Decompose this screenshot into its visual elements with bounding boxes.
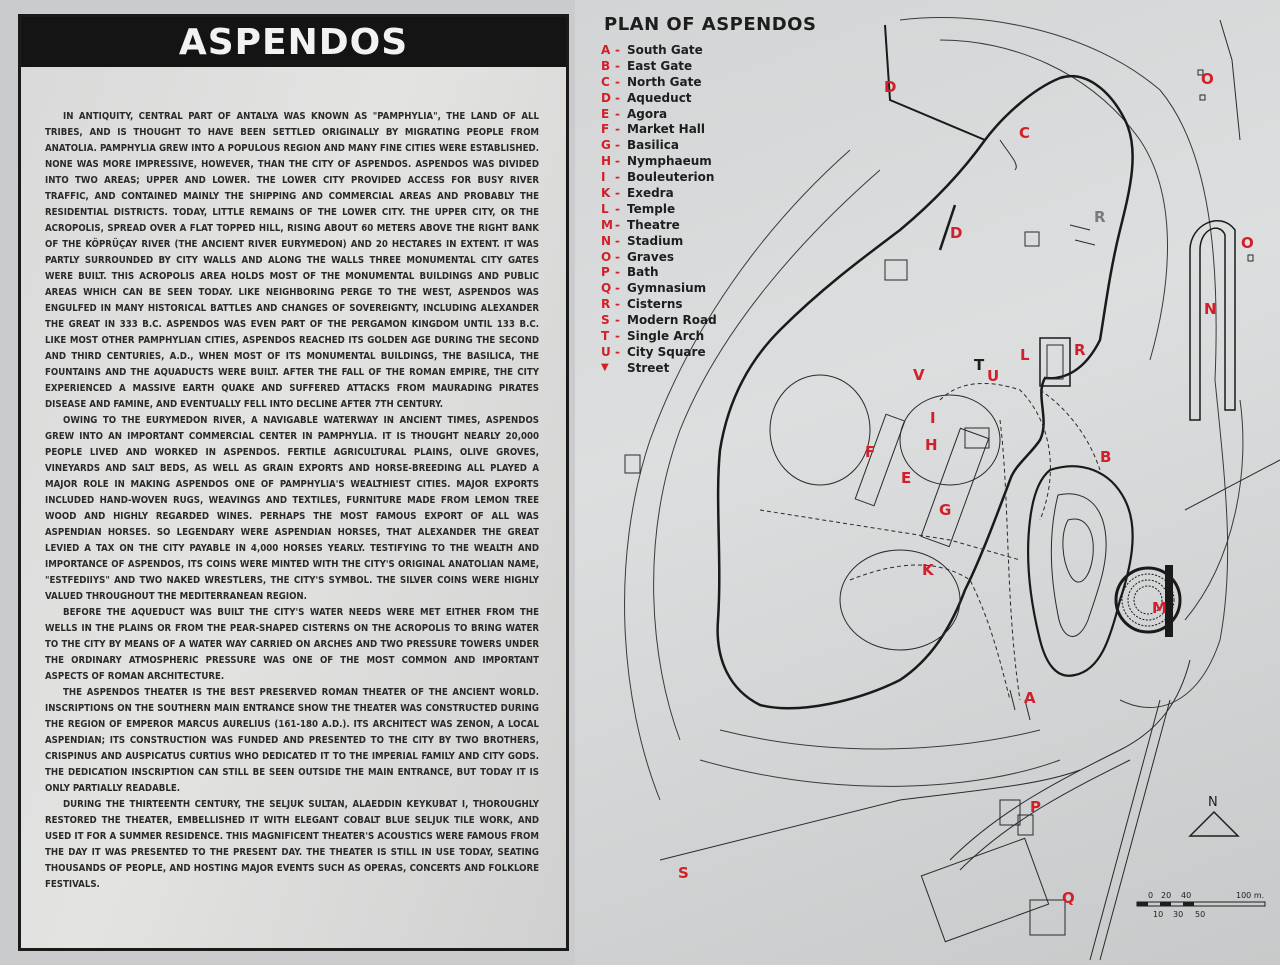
legend-label: Agora bbox=[627, 106, 668, 121]
legend-label: Gymnasium bbox=[627, 281, 707, 296]
legend-dash: - bbox=[615, 185, 620, 200]
label-u: U bbox=[987, 367, 1000, 385]
scale-0: 0 bbox=[1148, 891, 1154, 900]
cistern-marks bbox=[1070, 225, 1095, 245]
label-g: G bbox=[939, 501, 952, 519]
legend-dash: - bbox=[615, 106, 620, 121]
aqueduct-line bbox=[885, 25, 985, 140]
label-p: P bbox=[1030, 798, 1041, 816]
legend-item bbox=[601, 42, 717, 58]
road-south bbox=[1100, 700, 1170, 960]
legend-dash: - bbox=[615, 217, 620, 232]
paragraph-2: OWING TO THE EURYMEDON RIVER, A NAVIGABLE WATERWAY IN ANCIENT TIMES, ASPENDOS GREW INTO AN IMPORTANT COMMERCIAL CENTER IN PAMPHYLIA. IT IS THOUGHT NEARLY 20,000 PEOPLE LIVED AND WORKED IN ASPENDOS. FERTILE AGRICULTURAL PLAINS, OLIVE GROVES, VINEYARDS AND SALT BEDS, AS WELL AS GRAIN EXPORTS AND HORSE-BREEDING ALL PLAYED A MAJOR ROLE IN MAKING ASPENDOS ONE OF PAMPHYLIA'S WEALTHIEST CITIES. MAJOR EXPORTS INCLUDED HAND-WOVEN RUGS, WEAVINGS AND TEXTILES, FURNITURE MADE FROM LEMON TREE WOOD AND HIGHLY REGARDED WINES. PERHAPS THE MOST FAMOUS EXPORT OF ALL WAS ASPENDIAN HORSES. SO LEGENDARY WERE ASPENDIAN HORSES, THAT ALEXANDER THE GREAT LEVIED A TAX ON THE CITY PAYABLE IN 4,000 HORSES YEARLY. TESTIFYING TO THE WEALTH AND IMPORTANCE OF ASPENDOS, ITS COINS WERE MINTED WITH THE CITY'S ORIGINAL ANATOLIAN NAME, "ESTFEDIIYS" AND TWO NAKED WRESTLERS, THE CITY'S SYMBOL. THE SILVER COINS WERE HIGHLY VALUED THROUGHOUT THE MEDITERRANEAN REGION. bbox=[45, 415, 539, 602]
legend-dash: - bbox=[615, 281, 620, 296]
legend-item bbox=[601, 217, 717, 233]
legend-item bbox=[601, 360, 717, 376]
legend-dash: - bbox=[615, 328, 620, 343]
legend-key: ▼ bbox=[601, 362, 609, 374]
legend-item bbox=[601, 264, 717, 280]
north-label: N bbox=[1208, 795, 1218, 810]
label-k: K bbox=[922, 561, 934, 579]
legend-dash: - bbox=[615, 138, 620, 153]
street-5 bbox=[1040, 390, 1100, 470]
legend-label: Aqueduct bbox=[627, 90, 692, 105]
label-e: E bbox=[901, 469, 912, 487]
legend-key: O bbox=[601, 249, 612, 264]
scale-100: 100 m. bbox=[1236, 891, 1265, 900]
street-3 bbox=[1000, 420, 1020, 700]
legend-key: L bbox=[601, 201, 609, 216]
label-s: S bbox=[678, 864, 689, 882]
map-legend bbox=[601, 42, 717, 376]
scale-40: 40 bbox=[1181, 891, 1192, 900]
map-title: PLAN OF ASPENDOS bbox=[604, 14, 817, 35]
theatre-hill-core bbox=[1063, 519, 1093, 582]
scale-30: 30 bbox=[1173, 910, 1184, 919]
legend-label: Bath bbox=[627, 265, 659, 280]
panel-title: ASPENDOS bbox=[178, 21, 409, 63]
legend-label: Modern Road bbox=[627, 313, 717, 328]
legend-dash: - bbox=[615, 233, 620, 248]
label-d-2: D bbox=[950, 224, 963, 242]
legend-key: H bbox=[601, 154, 612, 169]
legend-label: Exedra bbox=[627, 185, 674, 200]
contour-2 bbox=[940, 40, 1168, 360]
legend-label: Graves bbox=[627, 249, 674, 264]
legend-key: E bbox=[601, 106, 610, 121]
legend-dash: - bbox=[615, 201, 620, 216]
legend-key: Q bbox=[601, 281, 612, 296]
paragraph-4: THE ASPENDOS THEATER IS THE BEST PRESERVED ROMAN THEATER OF THE ANCIENT WORLD. INSCRIPTIONS ON THE SOUTHERN MAIN ENTRANCE SHOW THE THEATER WAS CONSTRUCTED DURING THE REGION OF EMPEROR MARCUS AURELIUS (161-180 A.D.). ITS ARCHITECT WAS ZENON, A LOCAL ASPENDIAN; ITS CONSTRUCTION WAS FUNDED AND PRESENTED TO THE CITY BY TWO BROTHERS, CRISPINUS AND AUSPICATUS CURTIUS WHO DEDICATED IT TO THE IMPERIAL FAMILY AND CITY GODS. THE DEDICATION INSCRIPTION CAN STILL BE SEEN OUTSIDE THE MAIN ENTRANCE, BUT TODAY IT IS ONLY PARTIALLY READABLE. bbox=[45, 687, 539, 794]
legend-dash: - bbox=[615, 344, 620, 359]
legend-dash: - bbox=[615, 313, 620, 328]
legend-dash: - bbox=[615, 154, 620, 169]
street-4 bbox=[850, 565, 1010, 700]
legend-item bbox=[601, 296, 717, 312]
legend-label: Cisterns bbox=[627, 297, 683, 312]
agora-hall bbox=[855, 414, 905, 505]
legend-label: East Gate bbox=[627, 58, 693, 73]
legend-label: Single Arch bbox=[627, 328, 705, 343]
legend-item bbox=[601, 137, 717, 153]
temple-inner bbox=[1047, 345, 1063, 379]
legend-item bbox=[601, 233, 717, 249]
legend-item bbox=[601, 328, 717, 344]
gymnasium-building bbox=[1030, 900, 1065, 935]
legend-item bbox=[601, 249, 717, 265]
scale-50: 50 bbox=[1195, 910, 1206, 919]
cistern-oval-west bbox=[770, 375, 870, 485]
legend-label: North Gate bbox=[627, 74, 702, 89]
legend-key: B bbox=[601, 58, 611, 73]
legend-item bbox=[601, 169, 717, 185]
label-f: F bbox=[865, 443, 876, 461]
label-r: R bbox=[1074, 341, 1086, 359]
bath-building bbox=[1000, 800, 1020, 825]
legend-key: N bbox=[601, 233, 612, 248]
road-south-2 bbox=[1090, 700, 1160, 960]
small-ruin-3 bbox=[625, 455, 640, 473]
legend-key: R bbox=[601, 297, 611, 312]
road-west bbox=[660, 770, 1080, 860]
legend-item bbox=[601, 280, 717, 296]
small-ruin-2 bbox=[1025, 232, 1039, 246]
legend-item bbox=[601, 106, 717, 122]
legend-dash: - bbox=[615, 265, 620, 280]
legend-label: Basilica bbox=[627, 138, 679, 153]
legend-item bbox=[601, 201, 717, 217]
north-gate-lines bbox=[1000, 140, 1016, 170]
road-edge-east bbox=[1185, 460, 1280, 510]
contour-6 bbox=[700, 760, 1060, 786]
cistern-oval-central bbox=[900, 395, 1000, 485]
legend-label: Theatre bbox=[627, 217, 680, 232]
legend-dash: - bbox=[615, 58, 620, 73]
theatre-hill-inner bbox=[1051, 494, 1106, 637]
label-n: N bbox=[1204, 300, 1217, 318]
legend-dash: - bbox=[615, 74, 620, 89]
label-l: L bbox=[1020, 346, 1030, 364]
legend-item bbox=[601, 344, 717, 360]
contour-7 bbox=[1185, 400, 1243, 620]
theatre-plan bbox=[1116, 565, 1180, 637]
legend-label: Bouleuterion bbox=[627, 170, 715, 185]
label-v: V bbox=[913, 366, 925, 384]
scale-bar bbox=[1137, 891, 1265, 919]
contour-5 bbox=[720, 730, 1040, 749]
legend-item bbox=[601, 58, 717, 74]
label-t: T bbox=[974, 356, 985, 374]
legend-label: City Square bbox=[627, 344, 706, 359]
legend-label: South Gate bbox=[627, 42, 703, 57]
legend-key: C bbox=[601, 74, 610, 89]
label-r-2: R bbox=[1094, 208, 1106, 226]
legend-label: Stadium bbox=[627, 233, 684, 248]
legend-label: Street bbox=[627, 360, 670, 375]
legend-key: T bbox=[601, 328, 610, 343]
legend-label: Temple bbox=[627, 201, 676, 216]
theatre-hill-outline bbox=[1028, 466, 1133, 676]
legend-dash: - bbox=[615, 297, 620, 312]
scale-20: 20 bbox=[1161, 891, 1172, 900]
paragraph-5: DURING THE THIRTEENTH CENTURY, THE SELJUK SULTAN, ALAEDDIN KEYKUBAT I, THOROUGHLY RESTORED THE THEATER, EMBELLISHED IT WITH ELEGANT COBALT BLUE SELJUK TILE WORK, AND USED IT FOR A SUMMER RESIDENCE. THIS MAGNIFICENT THEATER'S ACOUSTICS WERE FAMOUS FROM THE DAY IT WAS PRESENTED TO THE PRESENT DAY. THE THEATER IS STILL IN USE TODAY, SEATING THOUSANDS OF PEOPLE, AND HOSTING MAJOR EVENTS SUCH AS OPERAS, CONCERTS AND FOLKLORE FESTIVALS. bbox=[45, 799, 539, 890]
label-i: I bbox=[930, 409, 936, 427]
legend-key: A bbox=[601, 42, 611, 57]
label-o-2: O bbox=[1241, 234, 1254, 252]
acropolis-outline bbox=[718, 76, 1133, 708]
legend-label: Nymphaeum bbox=[627, 154, 712, 169]
legend-dash: - bbox=[615, 170, 620, 185]
legend-item bbox=[601, 74, 717, 90]
paragraph-3: BEFORE THE AQUEDUCT WAS BUILT THE CITY'S WATER NEEDS WERE MET EITHER FROM THE WELLS IN THE PLAINS OR FROM THE PEAR-SHAPED CISTERNS ON THE ACROPOLIS TO BRING WATER TO THE CITY BY MEANS OF A WATER WAY CARRIED ON ARCHES AND TWO PRESSURE TOWERS UNDER THE ORDINARY ATMOSPHERIC PRESSURE WAS ONE OF THE MOST COMMON AND IMPORTANT ASPECTS OF ROMAN ARCHITECTURE. bbox=[45, 607, 539, 682]
label-a: A bbox=[1024, 689, 1036, 707]
legend-label: Market Hall bbox=[627, 122, 706, 137]
label-h: H bbox=[925, 436, 938, 454]
legend-item bbox=[601, 312, 717, 328]
legend-key: I bbox=[601, 170, 606, 185]
legend-key: K bbox=[601, 185, 611, 200]
legend-dash: - bbox=[615, 249, 620, 264]
label-o-1: O bbox=[1201, 70, 1214, 88]
small-ruin bbox=[885, 260, 907, 280]
legend-item bbox=[601, 90, 717, 106]
legend-dash: - bbox=[615, 122, 620, 137]
paragraph-1: IN ANTIQUITY, CENTRAL PART OF ANTALYA WAS KNOWN AS "PAMPHYLIA", THE LAND OF ALL TRIBES, AND IS THOUGHT TO HAVE BEEN SETTLED ORIGINALLY BY MIGRATING PEOPLE FROM ANATOLIA. PAMPHYLIA GREW INTO A POPULOUS REGION AND MANY FINE CITIES WERE ESTABLISHED. NONE WAS MORE IMPRESSIVE, HOWEVER, THAN THE CITY OF ASPENDOS. ASPENDOS WAS DIVIDED INTO TWO AREAS; UPPER AND LOWER. THE LOWER CITY PROVIDED ACCESS FOR BUSY RIVER TRAFFIC, AND CONTAINED MAINLY THE SHIPPING AND COMMERCIAL AREAS AND PROBABLY THE RESIDENTIAL DISTRICTS. TODAY, LITTLE REMAINS OF THE LOWER CITY. THE UPPER CITY, OR THE ACROPOLIS, SPREAD OVER A FLAT TOPPED HILL, RISING ABOUT 60 METERS ABOVE THE RIGHT BANK OF THE KÖPRÜÇAY RIVER (THE ANCIENT RIVER EURYMEDON) AND 20 HECTARES IN EXTENT. IT WAS PARTLY SURROUNDED BY CITY WALLS AND ALONG THE WALLS THREE MONUMENTAL CITY GATES WERE BUILT. THIS ACROPOLIS AREA HOLDS MOST OF THE MONUMENTAL BUILDINGS AND PUBLIC AREAS WHICH CAN BE SEEN TODAY. LIKE NEIGHBORING PERGE TO THE WEST, ASPENDOS WAS ENGULFED IN MANY HISTORICAL BATTLES AND CHANGES OF SOVEREIGNTY, INCLUDING ALEXANDER THE GREAT IN 333 B.C. ASPENDOS WAS EVEN PART OF THE PERGAMON KINGDOM UNTIL 133 B.C. LIKE MOST OTHER PAMPHYLIAN CITIES, ASPENDOS REACHED ITS GOLDEN AGE DURING THE SECOND AND THIRD CENTURIES, A.D., WHEN MOST OF ITS MONUMENTAL BUILDINGS, THE BASILICA, THE FOUNTAINS AND THE AQUADUCTS WERE BUILT. AFTER THE FALL OF THE ROMAN EMPIRE, THE CITY EXPERIENCED A MASSIVE EARTH QUAKE AND SUFFERED ATTACKS FROM MAURADING PIRATES DISEASE AND FAMINE, AND EVENTUALLY FELL INTO DECLINE AFTER 7TH CENTURY. bbox=[45, 111, 539, 410]
legend-dash: - bbox=[615, 90, 620, 105]
scale-10: 10 bbox=[1153, 910, 1164, 919]
legend-dash: - bbox=[615, 42, 620, 57]
legend-key: U bbox=[601, 344, 611, 359]
legend-item bbox=[601, 153, 717, 169]
label-m: M bbox=[1152, 599, 1167, 617]
label-b: B bbox=[1100, 448, 1112, 466]
legend-item bbox=[601, 185, 717, 201]
legend-item bbox=[601, 121, 717, 137]
north-arrow bbox=[1190, 795, 1238, 836]
legend-key: G bbox=[601, 138, 611, 153]
label-q: Q bbox=[1062, 889, 1075, 907]
label-d-1: D bbox=[884, 78, 897, 96]
modern-road-2 bbox=[960, 760, 1130, 870]
legend-key: S bbox=[601, 313, 610, 328]
road-far-east bbox=[1220, 20, 1240, 140]
legend-key: D bbox=[601, 90, 611, 105]
legend-key: P bbox=[601, 265, 610, 280]
legend-key: M bbox=[601, 217, 613, 232]
legend-key: F bbox=[601, 122, 610, 137]
label-c: C bbox=[1019, 124, 1031, 142]
